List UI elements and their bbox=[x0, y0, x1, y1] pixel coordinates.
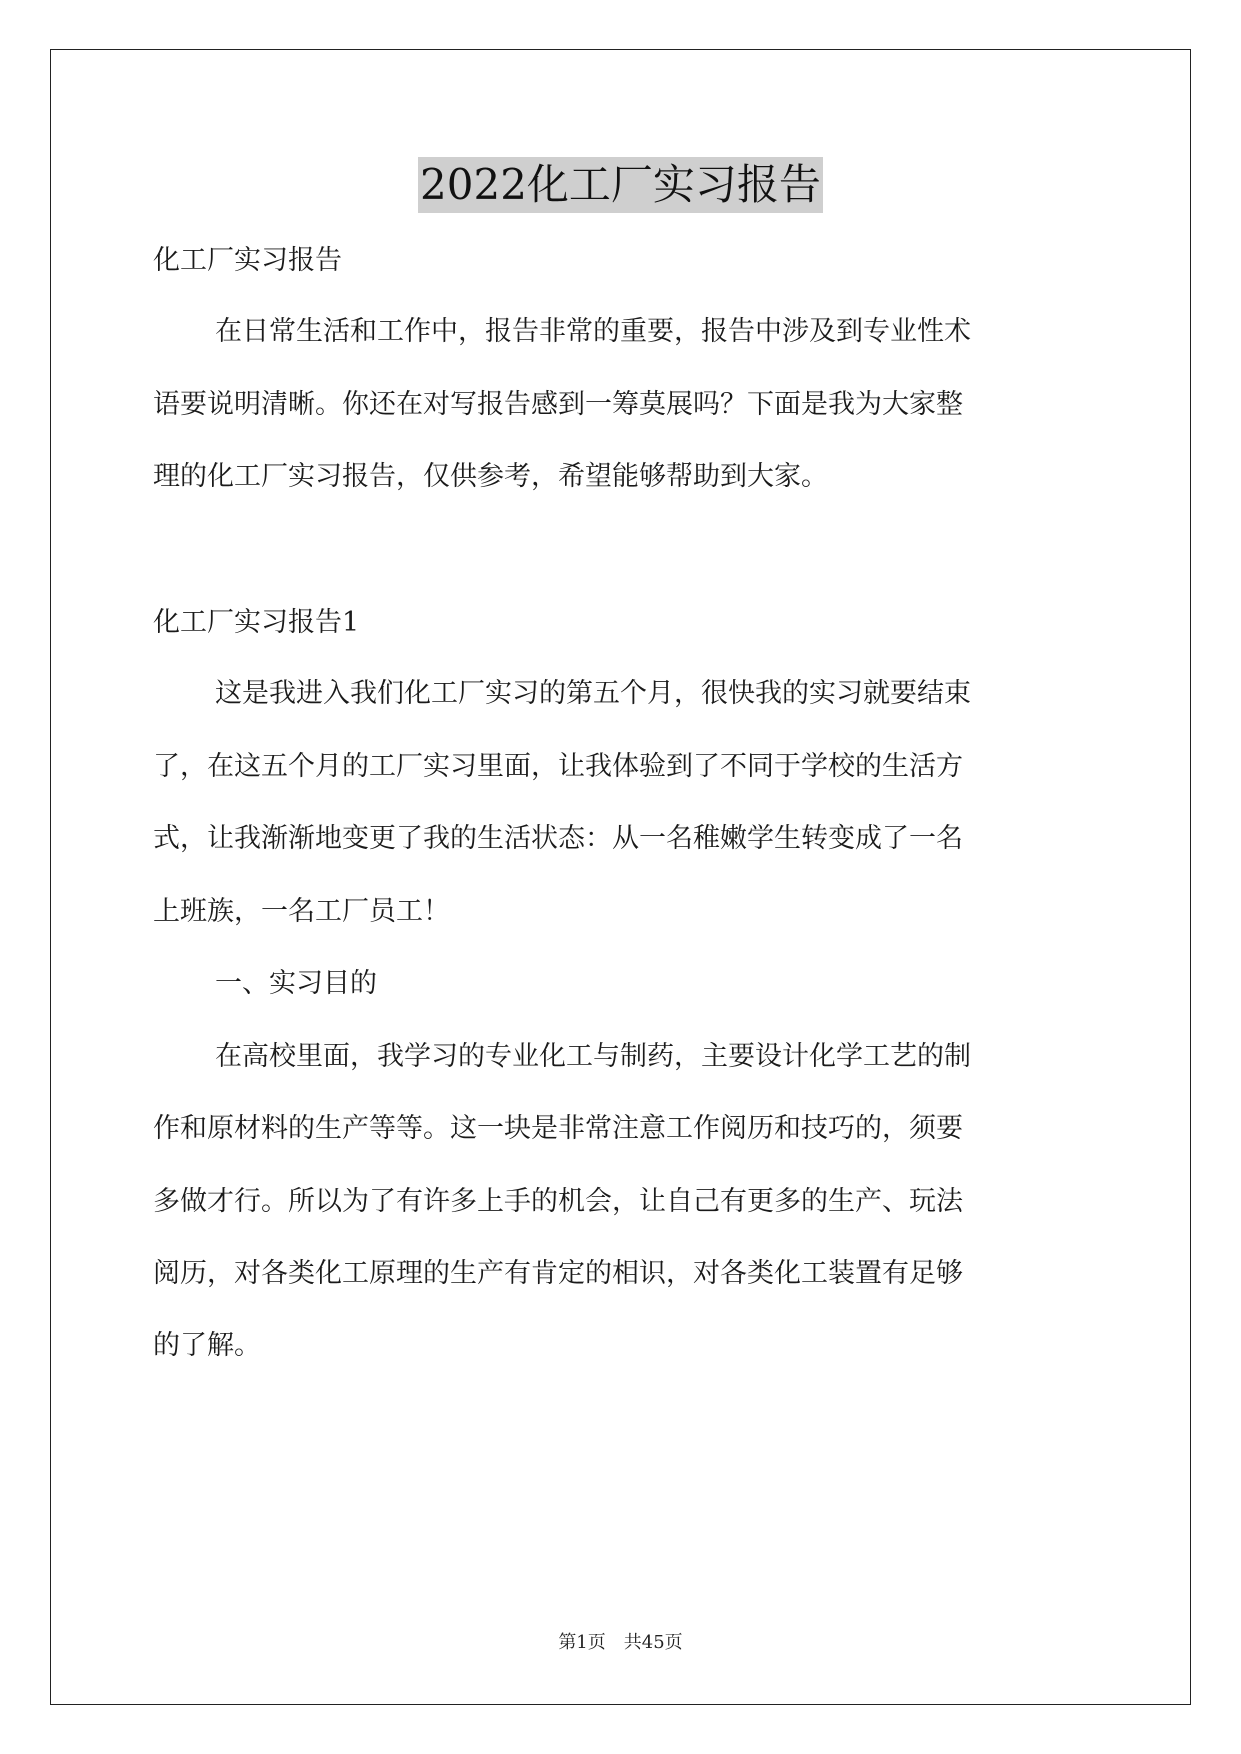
para2-line-5: 的了解。 bbox=[153, 1330, 261, 1361]
para2-line-1: 在高校里面，我学习的专业化工与制药，主要设计化学工艺的制 bbox=[215, 1041, 971, 1072]
page-border bbox=[50, 49, 1191, 1705]
para1-line-2: 了，在这五个月的工厂实习里面，让我体验到了不同于学校的生活方 bbox=[153, 751, 963, 782]
intro-line-2: 语要说明清晰。你还在对写报告感到一筹莫展吗？下面是我为大家整 bbox=[153, 389, 963, 420]
intro-line-3: 理的化工厂实习报告，仅供参考，希望能够帮助到大家。 bbox=[153, 461, 828, 492]
title-container bbox=[0, 157, 1241, 213]
intro-line-1: 在日常生活和工作中，报告非常的重要，报告中涉及到专业性术 bbox=[215, 316, 971, 347]
sub-heading: 一、实习目的 bbox=[215, 968, 377, 999]
para2-line-2: 作和原材料的生产等等。这一块是非常注意工作阅历和技巧的，须要 bbox=[153, 1113, 963, 1144]
para1-line-3: 式，让我渐渐地变更了我的生活状态：从一名稚嫩学生转变成了一名 bbox=[153, 823, 963, 854]
para2-line-3: 多做才行。所以为了有许多上手的机会，让自己有更多的生产、玩法 bbox=[153, 1186, 963, 1217]
page-number-footer: 第1页 共45页 bbox=[558, 1632, 683, 1653]
section-heading: 化工厂实习报告1 bbox=[153, 607, 360, 638]
document-title: 2022化工厂实习报告 bbox=[418, 157, 823, 213]
para1-line-4: 上班族，一名工厂员工！ bbox=[153, 896, 450, 927]
para1-line-1: 这是我进入我们化工厂实习的第五个月，很快我的实习就要结束 bbox=[215, 678, 971, 709]
para2-line-4: 阅历，对各类化工原理的生产有肯定的相识，对各类化工装置有足够 bbox=[153, 1258, 963, 1289]
document-subtitle: 化工厂实习报告 bbox=[153, 245, 342, 276]
